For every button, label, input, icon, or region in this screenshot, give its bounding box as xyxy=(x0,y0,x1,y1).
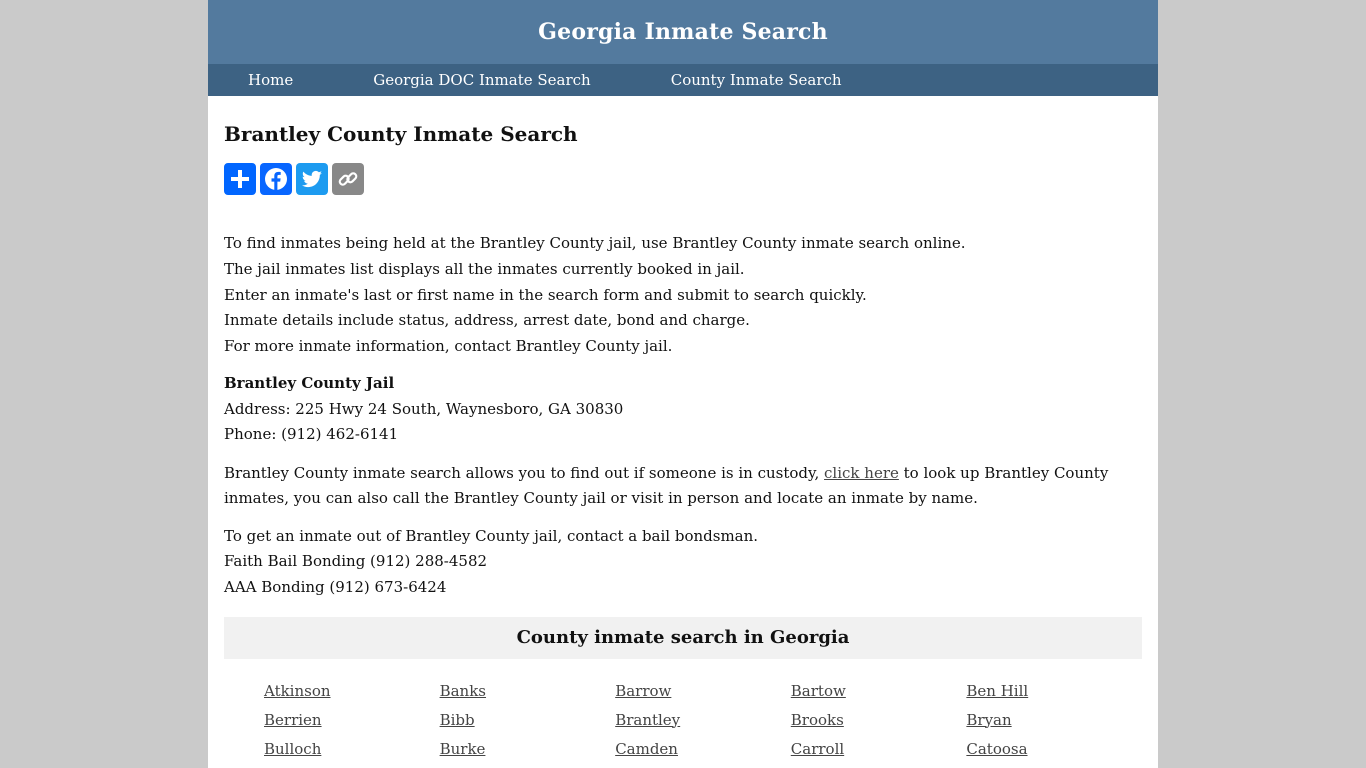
intro-line: To find inmates being held at the Brantley County jail, use Brantley County inmate search online. xyxy=(224,234,966,252)
custody-text-after: to look up Brantley County inmates, you can also call the Brantley County jail or visit in person and locate an inmate by name. xyxy=(224,463,1109,507)
county-list-item xyxy=(791,677,967,706)
nav-county-search-link[interactable]: County Inmate Search xyxy=(670,71,842,89)
county-link[interactable]: Camden xyxy=(615,739,678,758)
copy-link-button[interactable] xyxy=(332,163,364,195)
county-list-item xyxy=(615,735,791,764)
main-content xyxy=(208,118,1158,764)
county-list xyxy=(224,677,1142,764)
county-list-item xyxy=(791,735,967,764)
bail-info xyxy=(224,524,1142,601)
jail-address: Address: 225 Hwy 24 South, Waynesboro, GA 30830 xyxy=(224,399,624,418)
page-container xyxy=(208,0,1158,768)
jail-info xyxy=(224,371,1142,448)
intro-line: The jail inmates list displays all the inmates currently booked in jail. xyxy=(224,259,745,278)
facebook-share-button[interactable] xyxy=(260,163,292,195)
county-list-item xyxy=(440,735,616,764)
county-link[interactable]: Brooks xyxy=(790,710,844,729)
page-title: Brantley County Inmate Search xyxy=(224,122,578,146)
county-link[interactable]: Bulloch xyxy=(264,739,322,758)
intro-line: For more inmate information, contact Brantley County jail. xyxy=(224,337,673,356)
county-list-item xyxy=(791,706,967,735)
county-list-item xyxy=(440,706,616,735)
intro-paragraph xyxy=(224,231,1142,360)
jail-name: Brantley County Jail xyxy=(224,373,395,392)
county-link[interactable]: Bartow xyxy=(790,681,846,700)
county-list-item xyxy=(264,735,440,764)
bail-line: To get an inmate out of Brantley County jail, contact a bail bondsman. xyxy=(224,526,759,545)
share-button[interactable] xyxy=(224,163,256,195)
county-link[interactable]: Ben Hill xyxy=(966,681,1029,700)
twitter-icon xyxy=(300,167,324,191)
intro-line: Enter an inmate's last or first name in the search form and submit to search quickly. xyxy=(224,285,867,304)
jail-phone: Phone: (912) 462-6141 xyxy=(224,425,399,444)
county-list-item xyxy=(615,677,791,706)
county-link[interactable]: Atkinson xyxy=(264,681,331,700)
main-nav xyxy=(208,64,1158,96)
twitter-share-button[interactable] xyxy=(296,163,328,195)
copy-link-icon xyxy=(336,167,360,191)
county-link[interactable]: Bibb xyxy=(439,710,475,729)
custody-text-before: Brantley County inmate search allows you to find out if someone is in custody, xyxy=(224,463,825,482)
site-title[interactable]: Georgia Inmate Search xyxy=(538,19,828,45)
county-list-item xyxy=(966,677,1142,706)
county-list-item xyxy=(264,706,440,735)
click-here-link[interactable]: click here xyxy=(824,463,899,482)
county-link[interactable]: Berrien xyxy=(264,710,322,729)
county-link[interactable]: Brantley xyxy=(615,710,681,729)
share-plus-icon xyxy=(229,168,251,190)
county-section-heading: County inmate search in Georgia xyxy=(224,617,1142,659)
intro-line: Inmate details include status, address, arrest date, bond and charge. xyxy=(224,311,750,330)
site-header xyxy=(208,0,1158,64)
nav-georgia-doc-link[interactable]: Georgia DOC Inmate Search xyxy=(373,71,591,89)
share-buttons xyxy=(224,163,1142,195)
bail-line: Faith Bail Bonding (912) 288-4582 xyxy=(224,552,488,571)
county-list-item xyxy=(615,706,791,735)
facebook-icon xyxy=(264,167,288,191)
bail-line: AAA Bonding (912) 673-6424 xyxy=(224,577,447,596)
county-list-item xyxy=(264,677,440,706)
county-link[interactable]: Burke xyxy=(439,739,486,758)
county-link[interactable]: Catoosa xyxy=(966,739,1028,758)
county-link[interactable]: Carroll xyxy=(790,739,845,758)
county-list-item xyxy=(966,735,1142,764)
county-list-item xyxy=(440,677,616,706)
nav-home-link[interactable]: Home xyxy=(248,71,294,89)
county-list-item xyxy=(966,706,1142,735)
county-link[interactable]: Banks xyxy=(439,681,487,700)
custody-paragraph xyxy=(224,461,1142,511)
county-link[interactable]: Bryan xyxy=(966,710,1012,729)
county-link[interactable]: Barrow xyxy=(615,681,672,700)
